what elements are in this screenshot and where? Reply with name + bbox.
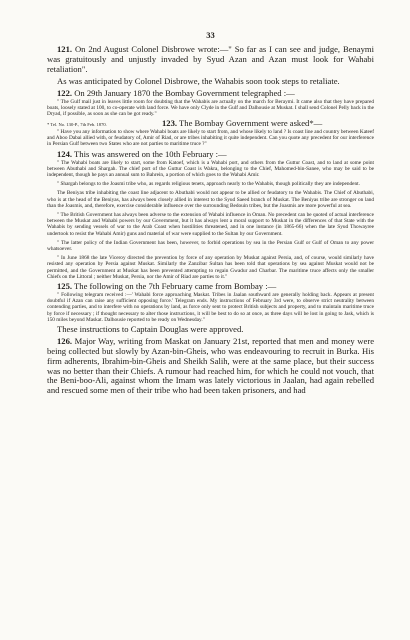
paragraph-text: On 2nd August Colonel Disbrowe wrote:—" So far as I can see and judge, Benaymi was gratuitously and unjustly invaded by Syud Azan and Azan must look for Wahabi retaliation". [47,44,374,74]
paragraph-text: These instructions to Captain Douglas were approved. [57,323,244,334]
paragraph-text: The Bombay Government were asked*— [179,118,323,129]
paragraph-122 [47,89,374,99]
paragraph-text: Major Way, writing from Maskat on January 21st, reported that men and money were being collected but slowly by Azan-bin-Gheis, who was endeavouring to recruit in Burka. His firm adherents, Ibrahim-bin-Gheis and Sheikh Salih, were at the same place, but their success was no better than their Chiefs. A rumour had reached him, for which he could not vouch, that the Beni-boo-Ali, against whom the Imam was lately victorious in Jaalan, had again rebelled and rescued some men of their tribe who had been taken prisoners, and had [47,335,375,396]
paragraph-number: 122. [57,87,73,98]
quote-shargah: " Shargah belongs to the Joasmi tribe who, as regards religious tenets, approach nearly to the Wahabis, though politically they are independent. [57,181,360,188]
paragraph-number: 121. [57,44,73,54]
quote-beniyas: The Beniyas tribe inhabiting the coast line adjacent to Abuthabi would not appear to be allied or feudatory to the Wahabis. The Chief of Abuthabi, who is at the head of the Beniyas, has always been closely allied in interest to the Syud Saeed branch of Muskat. The Beniyas tribe are stronger on land than the Joasmis, and, therefore, exercise considerable influence over the surrounding Bedouin tribes, but the Joasmis are more powerful at sea. [47,190,374,209]
paragraph-text: As was anticipated by Colonel Disbrowe, the Wahabis soon took steps to retaliate. [57,75,340,86]
paragraph-instructions-approved [47,325,374,335]
quote-telegram: " Following telegram received :—' Wahabi force approaching Maskat. Tribes in Jaalan southward are generally holding back. Appears at present doubtful if Azan can raise any sufficient opposing force.' Telegram ends. My instructions of February 3rd were, to observe strict neutrality between contending parties, and to interfere with no operations by land, as force only sent to protect British subjects and property, and to maintain maritime truce by force if necessary ; if thought necessary to alter those instructions, it will be best to do so at once, as three days will be lost in going to Jask, which is 150 miles beyond Maskat. Dalhousie reported to be ready on Wednesday." [47,291,374,323]
paragraph-123 [47,119,374,129]
paragraph-125 [47,282,374,292]
quote-latter-policy: " The latter policy of the Indian Government has been, however, to forbid operations by sea in the Persian Gulf or Gulf of Oman to any power whatsoever. [47,239,374,252]
paragraph-121 [47,45,374,75]
paragraph-126 [47,337,374,396]
paragraph-retaliate [47,77,374,87]
page-number: 33 [206,30,215,40]
paragraph-text: On 29th January 1870 the Bombay Government telegraphed :— [74,87,295,98]
paragraph-text: The following on the 7th February came from Bombay :— [74,281,277,292]
quote-gulf-mail: " The Gulf mail just in leaves little room for doubting that the Wahabis are actually on the march for Beraymi. It came also that they have prepared boats, loosely stated at 100, to co-operate with land force. We have only Clyde in the Gulf and Dalhousie at Muskat. I shall send Colonel Pelly back in the Dryad, if possible, as soon as she can be got ready." [47,98,374,117]
paragraph-124 [47,150,374,160]
paragraph-number: 125. [57,281,73,292]
quote-wahabi-boats: " The Wahabi boats are likely to start, some from Katoef, which is a Wahabi port, and others from the Guttur Coast, and to land at some point between Abuthabi and Shargah. The chief port of the Guttur Coast is Wakra, belonging to the Chief, Mahomed-bin-Sanee, who may be said to be independent, though he pays an annual sum to Bahrein, a portion of which goes to the Wahabi Amir. [47,159,374,178]
paragraph-text: This was answered on the 10th February :— [74,148,227,159]
quote-british-government: " The British Government has always been adverse to the extension of Wahabi influence in Oman. No precedent can be quoted of actual interference between the Muskat and Wahabi powers by our Government, but it has always lent a moral support to Muskat in the differences of that State with the Wahabis by sending vessels of war to the Arab Coast when hostilities threatened, and in one instance (in 1865-66) when the late Syud Thowayree undertook to resist the Wahabi Amir) guns and material of war were supplied to the Sultan by our Government. [47,211,374,237]
paragraph-number: 124. [57,148,73,159]
paragraph-number: 126. [57,335,73,346]
quote-june-1868: " In June 1868 the late Viceroy directed the prevention by force of any operation by Muskat against Persia, and, of course, would similarly have resisted any operation by Persia against Muskat. Similarly the Zanzibar Sultan has been told that operations by sea against Muskat would not be permitted, and the Government at Muskat has been prevented attempting to regain Gwadur and Charbar. The maritime truce affects only the smaller Chiefs on the Littoral ; neither Muskat, Persia, nor the Amir of Riad are parties to it." [47,255,374,280]
paragraph-number: 123. [162,118,178,129]
margin-footnote: * Tel. No. 130-P., 7th Feb. 1870. [47,122,107,128]
quote-information: " Have you any information to show where Wahabi boats are likely to start from, and whose likely to land ? Is coast line and country between Kateef and Aboo Dabai allied with, or feudatory of, Amir of Riad, or are tribes inhabiting it quite independent. Can you quote any precedent for our interference in Persian Gulf between two States who are not parties to maritime truce ?" [47,129,374,148]
